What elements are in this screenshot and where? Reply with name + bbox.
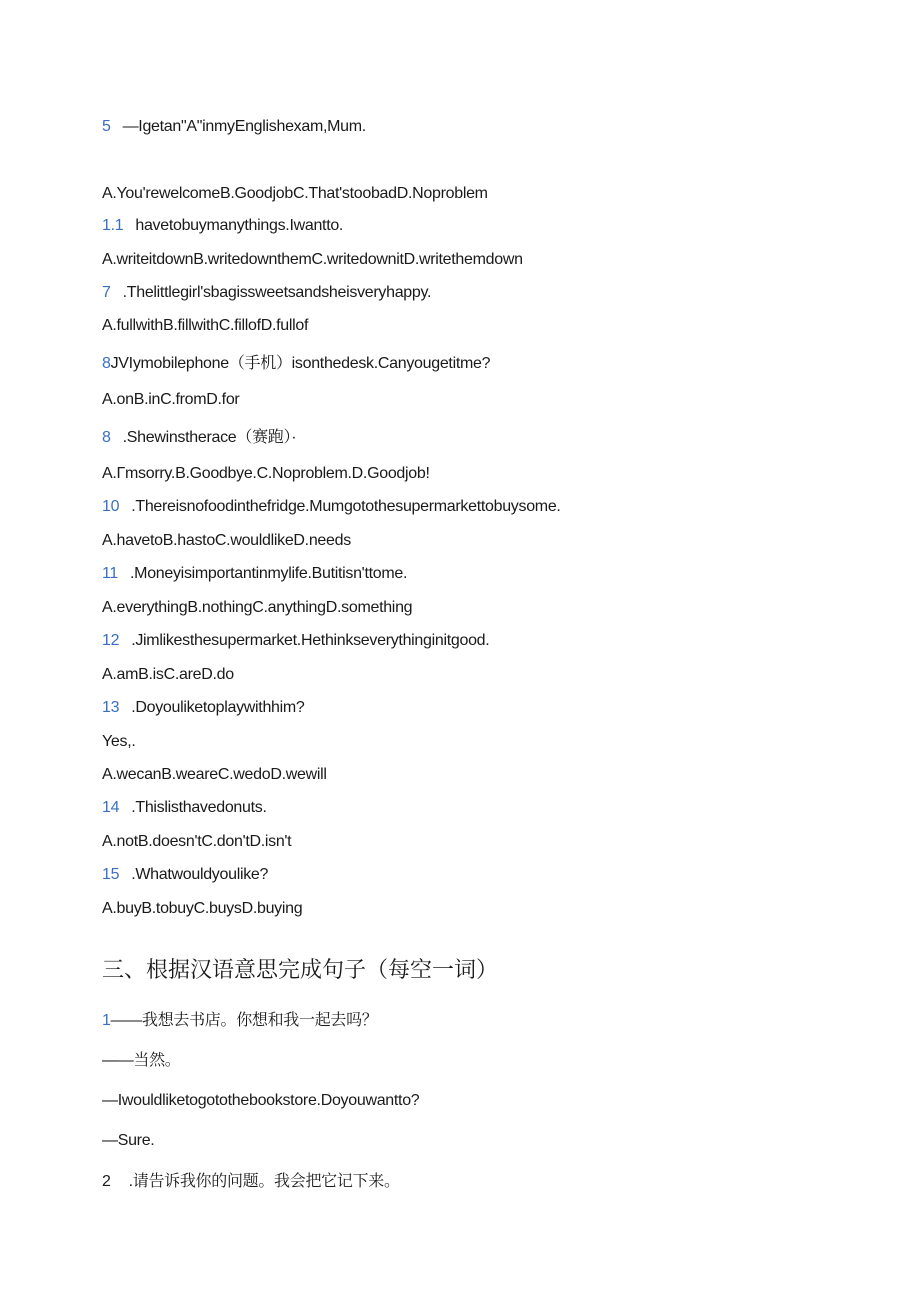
question-8b — [102, 428, 296, 448]
item-text: .请告诉我你的问题。我会把它记下来。 — [128, 1173, 400, 1190]
question-text: havetobuymanythings.Iwantto. — [135, 217, 344, 234]
question-options: A.havetoB.hastoC.wouldlikeD.needs — [102, 532, 351, 549]
question-7 — [102, 283, 431, 303]
question-text: —Igetan"A"inmyEnglishexam,Mum. — [122, 118, 366, 135]
question-11 — [102, 564, 407, 584]
question-14 — [102, 798, 267, 818]
question-text: .Whatwouldyoulike? — [131, 866, 269, 883]
question-number: 11 — [102, 565, 119, 582]
question-number: 15 — [102, 866, 120, 883]
section3-item-2 — [102, 1172, 400, 1192]
question-options: A.You'rewelcomeB.GoodjobC.That'stoobadD.Noproblem — [102, 185, 488, 202]
question-text: .Thereisnofoodinthefridge.Mumgotothesupermarkettobuysome. — [131, 498, 561, 515]
section3-english-line: —Iwouldliketogotothebookstore.Doyouwantto? — [102, 1092, 420, 1109]
question-number: 8 — [102, 355, 111, 372]
question-options: A.fullwithB.fillwithC.fillofD.fullof — [102, 317, 309, 334]
question-number: 1.1 — [102, 217, 124, 234]
section3-reply: ——当然。 — [102, 1052, 181, 1069]
question-10 — [102, 497, 561, 517]
question-options: A.amB.isC.areD.do — [102, 666, 234, 683]
question-6 — [102, 216, 343, 236]
question-number: 12 — [102, 632, 120, 649]
section3-english-reply: —Sure. — [102, 1132, 155, 1149]
question-text: .Doyouliketoplaywithhim? — [131, 699, 305, 716]
question-text: .Moneyisimportantinmylife.Butitisn'ttome. — [130, 565, 408, 582]
question-options: A.wecanB.weareC.wedoD.wewill — [102, 766, 327, 783]
question-12 — [102, 631, 489, 651]
question-options: A.notB.doesn'tC.don'tD.isn't — [102, 833, 292, 850]
question-options: A.everythingB.nothingC.anythingD.something — [102, 599, 413, 616]
question-5 — [102, 117, 366, 137]
question-number: 14 — [102, 799, 120, 816]
question-number: 5 — [102, 118, 111, 135]
item-number: 2 — [102, 1173, 111, 1190]
question-number: 13 — [102, 699, 120, 716]
question-text: .Thelittlegirl'sbagissweetsandsheisveryhappy. — [122, 284, 432, 301]
question-8a — [102, 354, 490, 374]
question-options: A.onB.inC.fromD.for — [102, 391, 240, 408]
question-options: A.writeitdownB.writedownthemC.writedownitD.writethemdown — [102, 251, 523, 268]
question-number: 10 — [102, 498, 120, 515]
item-text: ——我想去书店。你想和我一起去吗？ — [110, 1012, 378, 1029]
section-heading: 三、根据汉语意思完成句子（每空一词） — [102, 957, 499, 982]
question-number: 8 — [102, 429, 111, 446]
question-options: A.Γmsorry.B.Goodbye.C.Noproblem.D.Goodjob! — [102, 465, 430, 482]
question-number: 7 — [102, 284, 111, 301]
question-options: A.buyB.tobuyC.buysD.buying — [102, 900, 303, 917]
question-text: JVIymobilephone（手机）isonthedesk.Canyougetitme? — [110, 355, 491, 372]
section3-item-1 — [102, 1011, 378, 1031]
question-text: .Jimlikesthesupermarket.Hethinkseverythinginitgood. — [131, 632, 490, 649]
question-13 — [102, 698, 305, 718]
question-text: .Shewinstherace（赛跑）· — [122, 429, 297, 446]
question-text: .Thislisthavedonuts. — [131, 799, 267, 816]
question-answer-line: Yes,. — [102, 733, 136, 750]
question-15 — [102, 865, 268, 885]
item-number: 1 — [102, 1012, 111, 1029]
